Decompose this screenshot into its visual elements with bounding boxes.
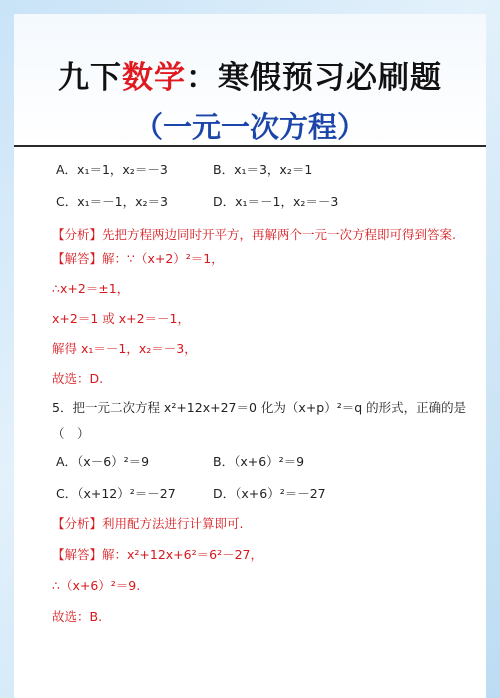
q4-options-row1 (30, 161, 474, 178)
page-title (14, 52, 486, 97)
q4-option-c: C．x₁＝－1，x₂＝3 (56, 194, 168, 209)
q5-answer: 【解答】解：x²+12x+6²＝6²－27， (52, 547, 263, 562)
worksheet-page (14, 14, 486, 698)
q4-answer: 【解答】解：∵（x+2）²＝1， (52, 251, 224, 266)
q5-option-a: A．（x－6）²＝9 (56, 454, 150, 469)
q4-option-a: A．x₁＝1，x₂＝－3 (56, 162, 168, 177)
q5-step1: ∴（x+6）²＝9. (52, 578, 141, 593)
q5-option-d: D．（x+6）²＝－27 (213, 486, 326, 501)
q4-choice: 故选：D. (52, 371, 104, 386)
page-subtitle: （一元一次方程） (133, 110, 366, 144)
q5-stem: 5．把一元二次方程 x²+12x+27＝0 化为（x+p）²＝q 的形式，正确的是（ ） (52, 400, 467, 441)
q5-analysis: 【分析】利用配方法进行计算即可. (52, 516, 244, 531)
q5-options-row2 (30, 485, 474, 502)
title-part1: 九下 (58, 60, 122, 96)
q4-analysis: 【分析】先把方程两边同时开平方，再解两个一元一次方程即可得到答案. (52, 227, 456, 242)
q4-option-b: B．x₁＝3，x₂＝1 (213, 162, 313, 177)
q4-step1: ∴x+2＝±1， (52, 281, 130, 296)
title-divider (14, 145, 486, 147)
q4-option-d: D．x₁＝－1，x₂＝－3 (213, 194, 339, 209)
q5-options-row1 (30, 453, 474, 470)
q5-option-c: C．（x+12）²＝－27 (56, 486, 176, 501)
q5-choice: 故选：B. (52, 609, 103, 624)
worksheet-content (30, 161, 474, 625)
q4-step2: x+2＝1 或 x+2＝－1， (52, 311, 191, 326)
title-part2: ：寒假预习必刷题 (186, 60, 442, 96)
q4-options-row2 (30, 193, 474, 210)
q5-option-b: B．（x+6）²＝9 (213, 454, 305, 469)
title-highlight: 数学 (122, 60, 186, 96)
q4-step3: 解得 x₁＝－1，x₂＝－3， (52, 341, 197, 356)
